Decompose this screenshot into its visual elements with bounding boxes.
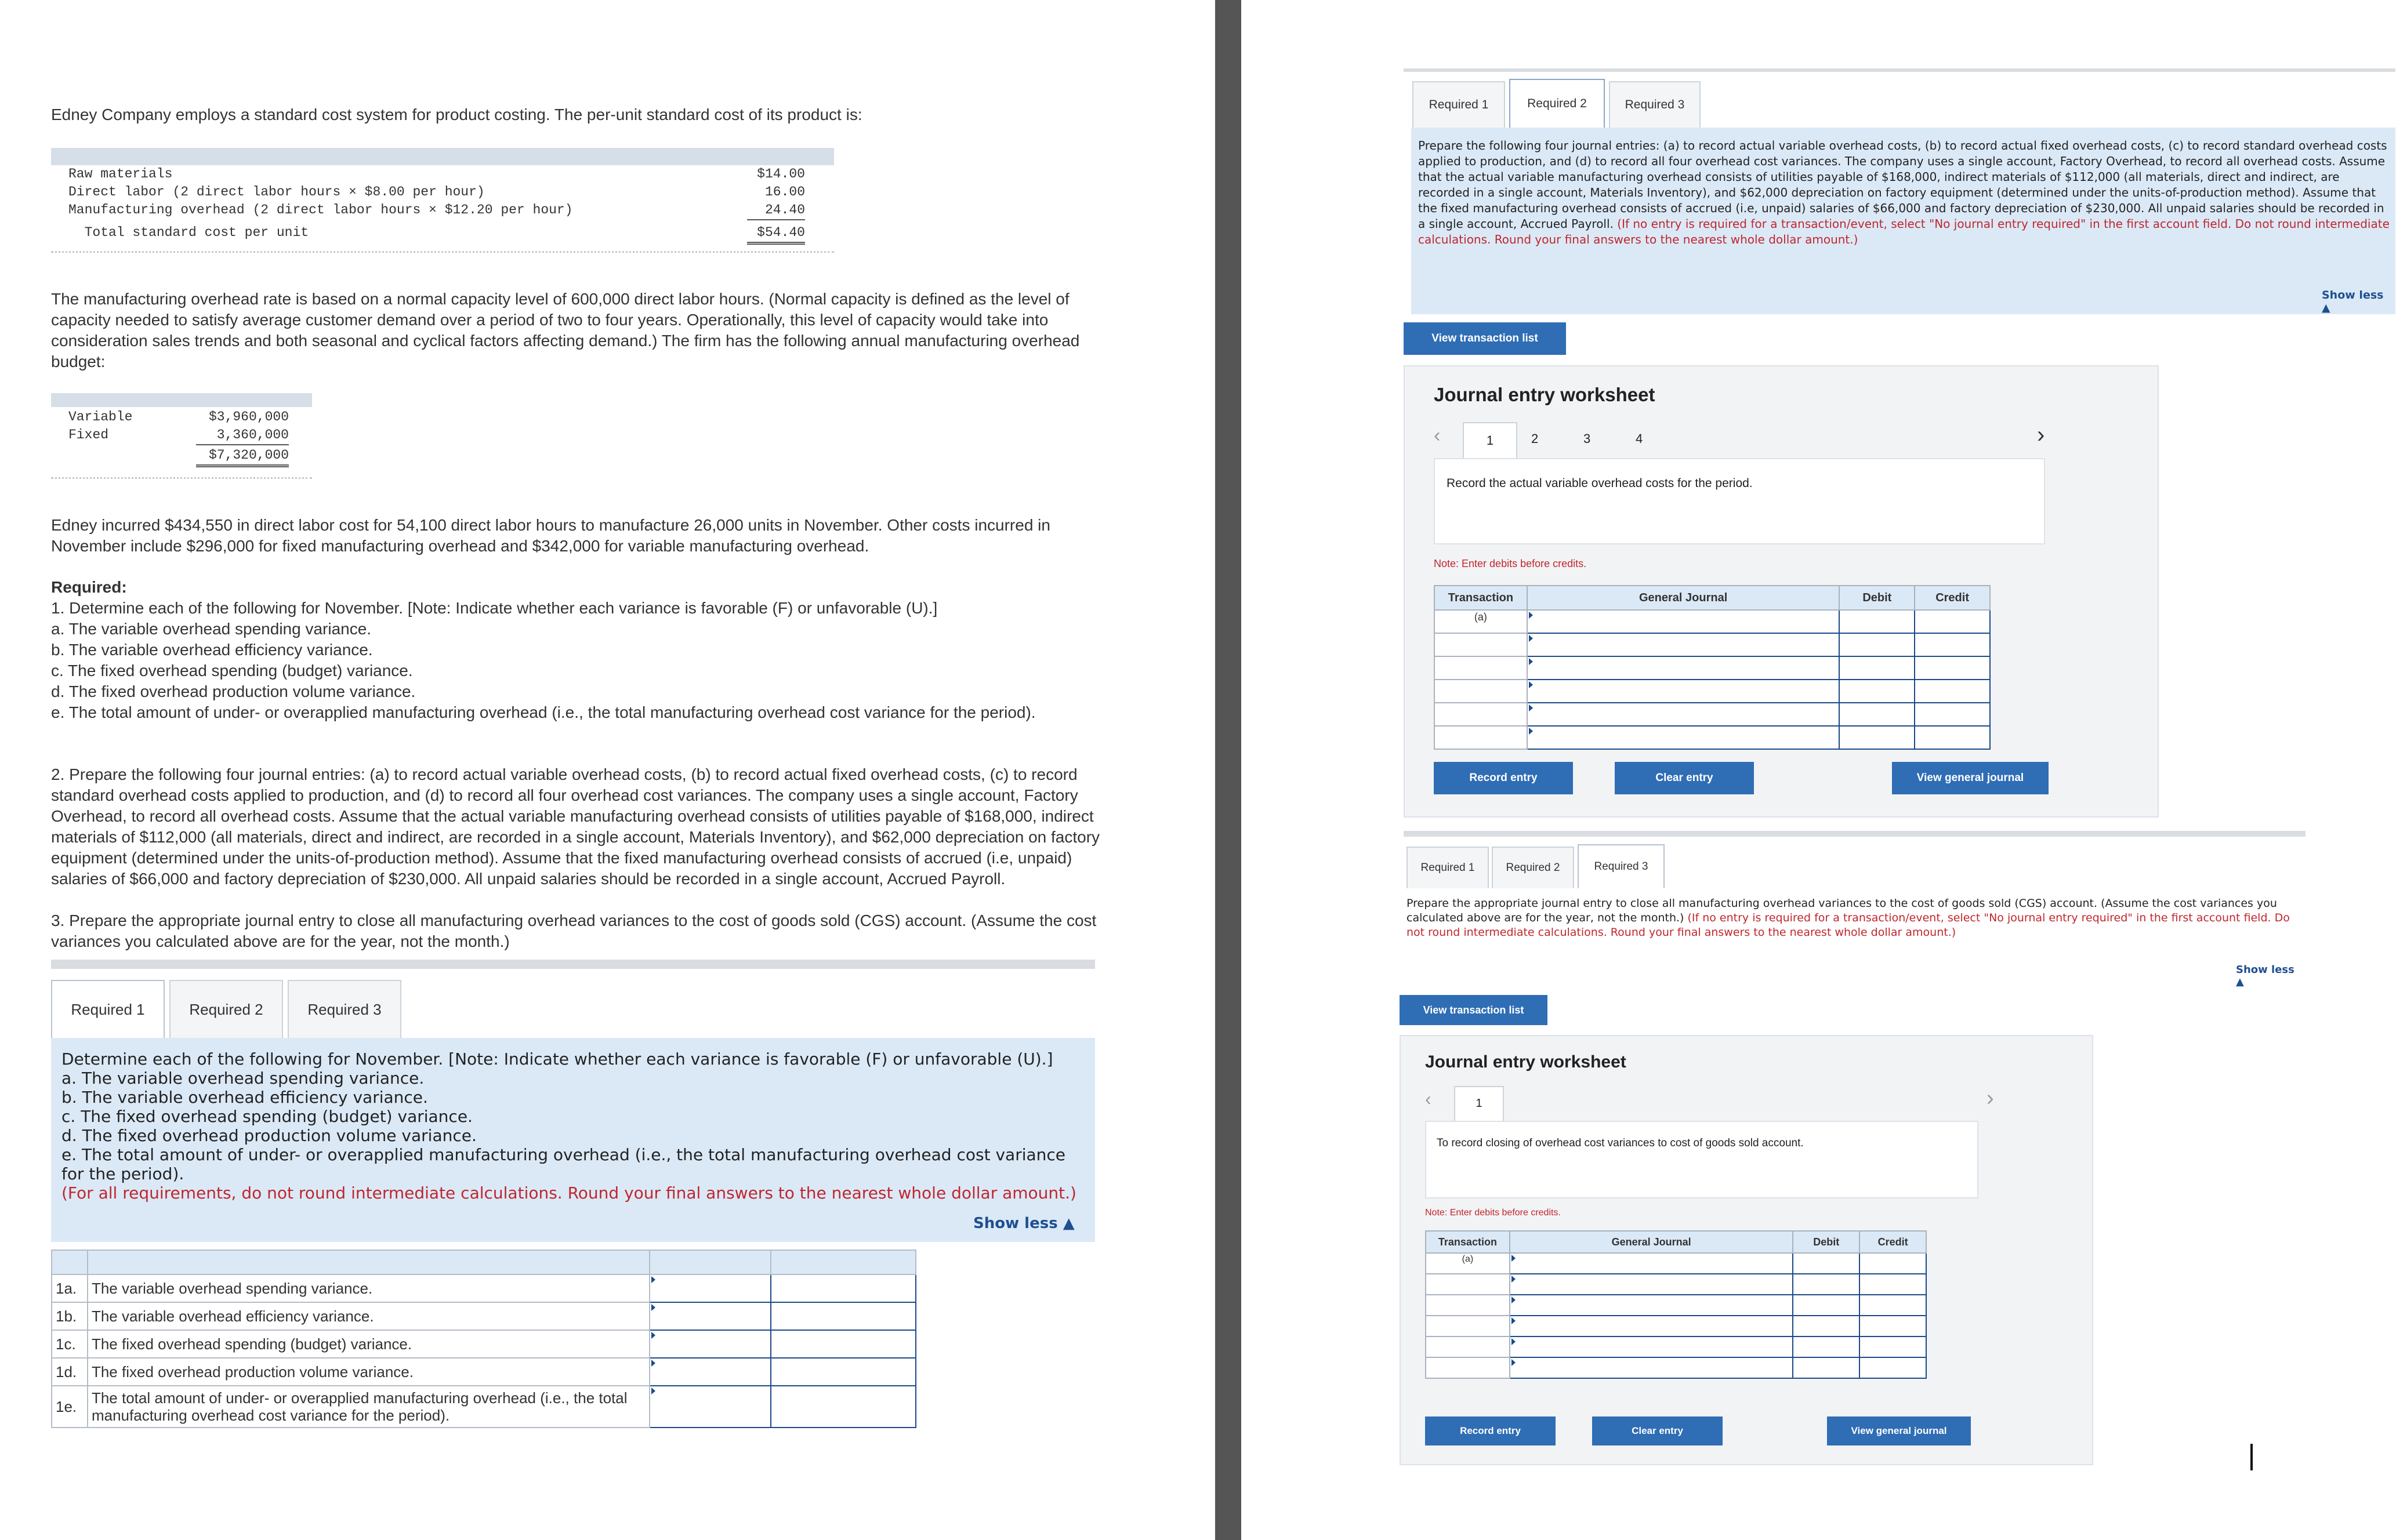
journal-panel	[1241, 0, 2407, 1540]
account-select[interactable]	[1510, 1253, 1793, 1274]
dropdown-marker-icon	[651, 1304, 655, 1311]
show-less-label: Show less	[973, 1215, 1058, 1232]
journal-row	[1426, 1357, 1926, 1378]
column-header: General Journal	[1527, 586, 1840, 610]
row-label: The total amount of under- or overapplied manufacturing overhead (i.e., the total manufacturing overhead cost variance for the period).	[88, 1386, 650, 1428]
row-label: The fixed overhead spending (budget) variance.	[88, 1330, 650, 1358]
instruction-line: e. The total amount of under- or overapplied manufacturing overhead (i.e., the total manufacturing overhead cost variance for the period).	[61, 1145, 1066, 1183]
debit-input[interactable]	[1839, 610, 1915, 633]
dropdown-marker-icon	[1529, 728, 1533, 735]
journal-entry-worksheet	[1404, 365, 2159, 818]
journal-header-row	[1434, 586, 1990, 610]
variance-amount-input[interactable]	[771, 1274, 916, 1302]
divider	[51, 477, 312, 479]
debit-input[interactable]	[1793, 1295, 1859, 1316]
credit-input[interactable]	[1859, 1336, 1926, 1357]
tab-required-1[interactable]: Required 1	[51, 980, 165, 1038]
entry-prompt-box	[1425, 1121, 1978, 1198]
debit-input[interactable]	[1839, 726, 1915, 749]
credit-input[interactable]	[1915, 633, 1990, 656]
transaction-cell	[1426, 1295, 1510, 1316]
text-cursor	[2250, 1444, 2253, 1470]
view-transaction-list-button[interactable]: View transaction list	[1400, 995, 1547, 1025]
dropdown-marker-icon	[1529, 704, 1533, 711]
account-select[interactable]	[1527, 726, 1840, 749]
account-select[interactable]	[1510, 1295, 1793, 1316]
budget-amount: $3,960,000	[208, 409, 289, 424]
journal-row	[1426, 1336, 1926, 1357]
debit-input[interactable]	[1793, 1253, 1859, 1274]
dropdown-marker-icon	[1529, 612, 1533, 619]
credit-input[interactable]	[1915, 610, 1990, 633]
budget-label: Variable	[68, 409, 133, 424]
view-general-journal-button[interactable]: View general journal	[1892, 762, 2049, 794]
transaction-cell	[1434, 703, 1527, 726]
instruction-body: Prepare the appropriate journal entry to close all manufacturing overhead variances to the cost of goods sold (CGS) account. (Assume the cost variances you calculated above are for the year, not the month.)	[1406, 897, 2277, 924]
tab-required-2[interactable]: Required 2	[1492, 847, 1574, 888]
variance-fu-select[interactable]	[650, 1330, 771, 1358]
variance-fu-select[interactable]	[650, 1274, 771, 1302]
chevron-left-icon[interactable]: ‹	[1434, 424, 1441, 446]
journal-row	[1426, 1253, 1926, 1274]
section-divider	[1404, 831, 2306, 837]
credit-input[interactable]	[1915, 703, 1990, 726]
row-id: 1b.	[52, 1302, 88, 1330]
cost-label: Total standard cost per unit	[68, 225, 309, 240]
transaction-label: (a)	[1426, 1253, 1510, 1274]
instructions-box	[1406, 888, 2306, 993]
divider	[51, 251, 834, 253]
debit-input[interactable]	[1839, 633, 1915, 656]
instruction-line: Determine each of the following for November. [Note: Indicate whether each variance is favorable (F) or unfavorable (U).]	[61, 1049, 1053, 1069]
debit-input[interactable]	[1793, 1316, 1859, 1336]
journal-row	[1426, 1316, 1926, 1336]
requirement-2-paragraph: 2. Prepare the following four journal entries: (a) to record actual variable overhead costs, (b) to record actual fixed overhead costs, (c) to record standard overhead costs applied to production, and (d) to record all four overhead cost variances. The company uses a single account, Factory Overhead, to record all overhead costs. Assume that the actual variable manufacturing overhead consists of utilities payable of $168,000, indirect materials of $112,000 (all materials, direct and indirect, are recorded in a single account, Materials Inventory), and $62,000 depreciation on factory equipment (determined under the units-of-production method). Assume that the fixed manufacturing overhead consists of accrued (i.e, unpaid) salaries of $66,000 and factory depreciation of $230,000. All unpaid salaries should be recorded in a single account, Accrued Payroll.	[51, 765, 1100, 888]
instruction-body: Prepare the following four journal entries: (a) to record actual variable overhead costs, (b) to record actual fixed overhead costs, (c) to record standard overhead costs applied to production, and (d) to record all four overhead cost variances. The company uses a single account, Factory Overhead, to record all overhead costs. Assume that the actual variable manufacturing overhead consists of utilities payable of $168,000, indirect materials of $112,000 (all materials, direct and indirect, are recorded in a single account, Materials Inventory), and $62,000 depreciation on factory equipment (determined under the units-of-production method). Assume that the fixed manufacturing overhead consists of accrued (i.e, unpaid) salaries of $66,000 and factory depreciation of $230,000. All unpaid salaries should be recorded in a single account, Accrued Payroll.	[1418, 139, 2387, 231]
instructions-box	[51, 1038, 1095, 1242]
header-cell	[650, 1250, 771, 1274]
requirement-item: d. The fixed overhead production volume variance.	[51, 682, 416, 700]
entry-prompt: Record the actual variable overhead costs for the period.	[1447, 477, 1753, 490]
journal-entry-worksheet	[1400, 1035, 2093, 1465]
section-divider	[1404, 68, 2395, 72]
table-row	[52, 1302, 916, 1330]
budget-total: $7,320,000	[196, 446, 289, 467]
caret-up-icon: ▲	[2236, 976, 2244, 988]
table-row	[52, 1274, 916, 1302]
transaction-cell	[1426, 1336, 1510, 1357]
journal-row	[1434, 633, 1990, 656]
row-label: The variable overhead efficiency variance.	[88, 1302, 650, 1330]
journal-row	[1426, 1274, 1926, 1295]
row-id: 1d.	[52, 1358, 88, 1386]
budget-table-header	[51, 393, 312, 407]
account-select[interactable]	[1527, 680, 1840, 703]
credit-input[interactable]	[1915, 656, 1990, 680]
header-cell	[52, 1250, 88, 1274]
instructions-box	[1411, 128, 2395, 314]
record-entry-button[interactable]: Record entry	[1425, 1416, 1556, 1445]
tab-required-3[interactable]: Required 3	[1578, 844, 1665, 888]
view-transaction-list-button[interactable]: View transaction list	[1404, 322, 1566, 355]
page-tab-1[interactable]	[1463, 422, 1517, 459]
page-number: 1	[1476, 1097, 1482, 1110]
page-number: 1	[1486, 433, 1494, 448]
dropdown-marker-icon	[1511, 1296, 1516, 1303]
budget-label: Fixed	[68, 427, 109, 442]
row-id: 1c.	[52, 1330, 88, 1358]
record-entry-button[interactable]: Record entry	[1434, 762, 1573, 794]
rounding-note: (If no entry is required for a transaction/event, select "No journal entry required" in the first account field. Do not round intermediate calculations. Round your final answers to the nearest whole dollar amount.)	[1406, 911, 2290, 939]
journal-row	[1434, 656, 1990, 680]
row-id: 1e.	[52, 1386, 88, 1428]
debit-input[interactable]	[1793, 1336, 1859, 1357]
cost-label: Raw materials	[68, 166, 173, 181]
requirement-item: c. The fixed overhead spending (budget) variance.	[51, 662, 413, 680]
table-header-row	[52, 1250, 916, 1274]
variance-amount-input[interactable]	[771, 1330, 916, 1358]
debit-input[interactable]	[1839, 680, 1915, 703]
show-less-link[interactable]	[973, 1215, 1075, 1232]
entry-prompt: To record closing of overhead cost variances to cost of goods sold account.	[1437, 1137, 1804, 1149]
panel-divider	[1215, 0, 1241, 1540]
debits-note: Note: Enter debits before credits.	[1434, 558, 1587, 569]
instructions-text	[1406, 896, 2303, 940]
header-cell	[88, 1250, 650, 1274]
cost-amount: 16.00	[764, 184, 805, 199]
variance-amount-input[interactable]	[771, 1386, 916, 1428]
table-row	[52, 1330, 916, 1358]
table-row	[52, 1358, 916, 1386]
instructions-text	[1418, 138, 2390, 248]
debit-input[interactable]	[1793, 1357, 1859, 1378]
transaction-cell	[1434, 656, 1527, 680]
required-heading: Required:	[51, 578, 127, 596]
journal-table	[1425, 1230, 1927, 1379]
show-less-link[interactable]	[2322, 289, 2395, 314]
overhead-budget-table	[51, 393, 312, 480]
tab-required-1[interactable]: Required 1	[1412, 81, 1505, 128]
dropdown-marker-icon	[1511, 1359, 1516, 1366]
chevron-left-icon[interactable]: ‹	[1425, 1088, 1431, 1109]
view-general-journal-button[interactable]: View general journal	[1827, 1416, 1971, 1445]
dropdown-marker-icon	[1511, 1255, 1516, 1262]
chevron-right-icon[interactable]: ›	[1986, 1086, 1994, 1110]
transaction-cell	[1426, 1357, 1510, 1378]
worksheet-title: Journal entry worksheet	[1434, 384, 1655, 405]
dropdown-marker-icon	[1511, 1317, 1516, 1324]
clear-entry-button[interactable]: Clear entry	[1615, 762, 1754, 794]
account-select[interactable]	[1527, 633, 1840, 656]
column-header: General Journal	[1510, 1231, 1793, 1253]
page-tab-3[interactable]: 3	[1583, 431, 1591, 446]
debit-input[interactable]	[1793, 1274, 1859, 1295]
dropdown-marker-icon	[651, 1360, 655, 1367]
cost-total: $54.40	[747, 224, 805, 245]
credit-input[interactable]	[1915, 726, 1990, 749]
cost-table-header	[51, 148, 834, 165]
variance-amount-input[interactable]	[771, 1302, 916, 1330]
requirement-item: b. The variable overhead efficiency variance.	[51, 641, 373, 659]
intro-text: Edney Company employs a standard cost system for product costing. The per-unit standard cost of its product is:	[51, 106, 862, 124]
page-tab-1[interactable]	[1454, 1086, 1504, 1122]
row-id: 1a.	[52, 1274, 88, 1302]
column-header: Credit	[1859, 1231, 1926, 1253]
account-select[interactable]	[1527, 703, 1840, 726]
dropdown-marker-icon	[1529, 658, 1533, 665]
dropdown-marker-icon	[651, 1388, 655, 1394]
section-divider	[51, 960, 1095, 969]
requirement-3-paragraph: 3. Prepare the appropriate journal entry to close all manufacturing overhead variances to the cost of goods sold (CGS) account. (Assume the cost variances you calculated above are for the year, not the month.)	[51, 911, 1097, 950]
journal-table	[1434, 585, 1991, 750]
page-tab-2[interactable]: 2	[1531, 431, 1539, 446]
transaction-cell	[1426, 1316, 1510, 1336]
entry-prompt-box	[1434, 458, 2045, 544]
incurred-paragraph: Edney incurred $434,550 in direct labor cost for 54,100 direct labor hours to manufacture 26,000 units in November. Other costs incurred in November include $296,000 for fixed manufacturing overhead and $342,000 for variable manufacturing overhead.	[51, 516, 1050, 555]
cost-label: Direct labor (2 direct labor hours × $8.00 per hour)	[68, 184, 485, 199]
budget-amount: 3,360,000	[196, 426, 289, 445]
show-less-link[interactable]	[2236, 964, 2306, 988]
variance-fu-select[interactable]	[650, 1302, 771, 1330]
instruction-line: d. The fixed overhead production volume variance.	[61, 1126, 477, 1145]
rounding-note: (For all requirements, do not round intermediate calculations. Round your final answers to the nearest whole dollar amount.)	[61, 1183, 1076, 1203]
debits-note: Note: Enter debits before credits.	[1425, 1208, 1561, 1218]
variance-fu-select[interactable]	[650, 1358, 771, 1386]
variance-table	[51, 1250, 916, 1428]
header-cell	[771, 1250, 916, 1274]
credit-input[interactable]	[1859, 1274, 1926, 1295]
journal-row	[1426, 1295, 1926, 1316]
clear-entry-button[interactable]: Clear entry	[1592, 1416, 1723, 1445]
journal-row	[1434, 726, 1990, 749]
tab-required-3[interactable]: Required 3	[288, 980, 401, 1038]
transaction-cell	[1426, 1274, 1510, 1295]
dropdown-marker-icon	[651, 1276, 655, 1283]
caret-up-icon: ▲	[2322, 302, 2330, 314]
table-row	[52, 1386, 916, 1428]
credit-input[interactable]	[1915, 680, 1990, 703]
caret-up-icon: ▲	[1057, 1215, 1075, 1232]
instruction-line: a. The variable overhead spending variance.	[61, 1069, 425, 1088]
requirement-list	[51, 598, 1112, 723]
account-select[interactable]	[1527, 656, 1840, 680]
debit-input[interactable]	[1839, 703, 1915, 726]
transaction-cell	[1434, 633, 1527, 656]
column-header: Debit	[1793, 1231, 1859, 1253]
requirement-item: e. The total amount of under- or overapplied manufacturing overhead (i.e., the total manufacturing overhead cost variance for the period).	[51, 703, 1036, 721]
account-select[interactable]	[1510, 1274, 1793, 1295]
journal-row	[1434, 680, 1990, 703]
credit-input[interactable]	[1859, 1357, 1926, 1378]
dropdown-marker-icon	[1511, 1338, 1516, 1345]
column-header: Transaction	[1434, 586, 1527, 610]
dropdown-marker-icon	[1529, 681, 1533, 688]
requirement-item: 1. Determine each of the following for November. [Note: Indicate whether each variance is favorable (F) or unfavorable (U).]	[51, 599, 938, 617]
show-less-label: Show less	[2236, 964, 2294, 976]
instruction-line: c. The fixed overhead spending (budget) variance.	[61, 1107, 473, 1126]
dropdown-marker-icon	[651, 1332, 655, 1339]
dropdown-marker-icon	[1511, 1276, 1516, 1283]
column-header: Debit	[1839, 586, 1915, 610]
variance-amount-input[interactable]	[771, 1358, 916, 1386]
account-select[interactable]	[1510, 1336, 1793, 1357]
tab-required-2[interactable]: Required 2	[1509, 79, 1605, 128]
tab-required-3[interactable]: Required 3	[1609, 81, 1701, 128]
journal-header-row	[1426, 1231, 1926, 1253]
standard-cost-table	[51, 148, 834, 255]
column-header: Credit	[1915, 586, 1990, 610]
transaction-cell	[1434, 726, 1527, 749]
tab-required-1[interactable]: Required 1	[1406, 847, 1489, 888]
credit-input[interactable]	[1859, 1253, 1926, 1274]
journal-row	[1434, 703, 1990, 726]
journal-row	[1434, 610, 1990, 633]
account-select[interactable]	[1510, 1316, 1793, 1336]
capacity-paragraph: The manufacturing overhead rate is based on a normal capacity level of 600,000 direct labor hours. (Normal capacity is defined as the level of capacity needed to satisfy average customer demand over a period of two to four years. Operationally, this level of capacity would take into consideration sales trends and both seasonal and cyclical factors affecting demand.) The firm has the following annual manufacturing overhead budget:	[51, 290, 1080, 371]
chevron-right-icon[interactable]: ›	[2037, 422, 2045, 448]
account-select[interactable]	[1510, 1357, 1793, 1378]
rounding-note: (If no entry is required for a transaction/event, select "No journal entry required" in the first account field. Do not round intermediate calculations. Round your final answers to the nearest whole dollar amount.)	[1418, 217, 2390, 246]
instruction-line: b. The variable overhead efficiency variance.	[61, 1088, 428, 1107]
requirement-item: a. The variable overhead spending variance.	[51, 620, 372, 638]
dropdown-marker-icon	[1529, 635, 1533, 642]
column-header: Transaction	[1426, 1231, 1510, 1253]
worksheet-title: Journal entry worksheet	[1425, 1052, 1626, 1072]
instructions-text	[61, 1049, 1088, 1203]
transaction-label: (a)	[1434, 610, 1527, 633]
page-tab-4[interactable]: 4	[1636, 431, 1643, 446]
row-label: The variable overhead spending variance.	[88, 1274, 650, 1302]
credit-input[interactable]	[1859, 1295, 1926, 1316]
cost-amount: 24.40	[747, 201, 805, 220]
debit-input[interactable]	[1839, 656, 1915, 680]
tab-required-2[interactable]: Required 2	[169, 980, 283, 1038]
row-label: The fixed overhead production volume variance.	[88, 1358, 650, 1386]
credit-input[interactable]	[1859, 1316, 1926, 1336]
cost-label: Manufacturing overhead (2 direct labor hours × $12.20 per hour)	[68, 202, 573, 217]
account-select[interactable]	[1527, 610, 1840, 633]
variance-fu-select[interactable]	[650, 1386, 771, 1428]
transaction-cell	[1434, 680, 1527, 703]
show-less-label: Show less	[2322, 289, 2384, 302]
cost-amount: $14.00	[757, 166, 805, 181]
